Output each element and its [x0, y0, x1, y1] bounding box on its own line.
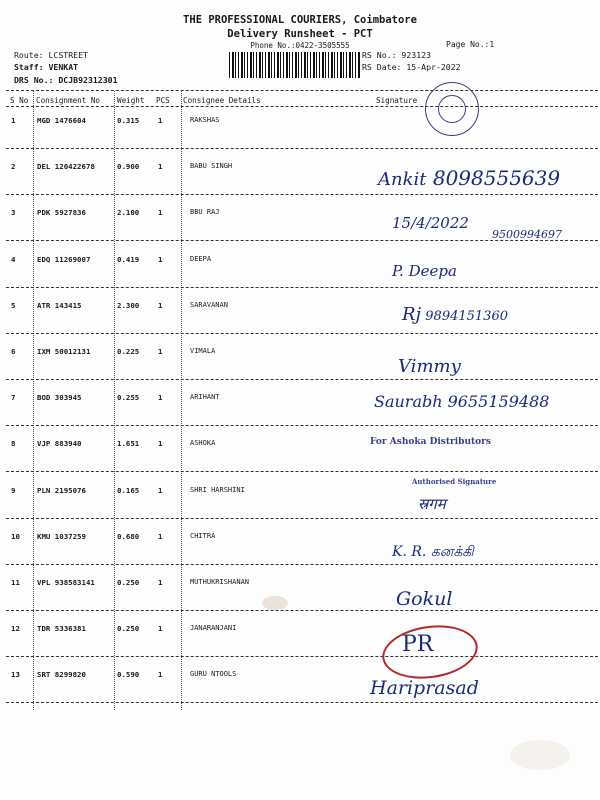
rs-date: RS Date: 15-Apr-2022: [362, 62, 461, 72]
row-pcs: 1: [158, 486, 163, 495]
row-divider: [6, 425, 598, 426]
row-sno: 10: [11, 532, 20, 541]
signature-row-9: स्रगम: [418, 495, 446, 513]
row-pcs: 1: [158, 301, 163, 310]
col-weight: Weight: [117, 96, 145, 105]
row-divider: [6, 379, 598, 380]
row-divider: [6, 518, 598, 519]
signature-row-11: Gokul: [396, 588, 453, 610]
route-label: Route: LCSTREET: [14, 50, 88, 60]
row-divider: [6, 610, 598, 611]
row-sno: 5: [11, 301, 16, 310]
row-weight: 0.315: [117, 116, 140, 125]
row-sno: 6: [11, 347, 16, 356]
col-consignee: Consignee Details: [183, 96, 261, 105]
paper-stain: [510, 740, 570, 770]
signature-row-5: Rj 9894151360: [402, 304, 508, 325]
row-pcs: 1: [158, 162, 163, 171]
col-signature: Signature: [376, 96, 418, 105]
signature-row-2: Ankit 8098555639: [378, 166, 561, 190]
row-sno: 1: [11, 116, 16, 125]
row-sno: 3: [11, 208, 16, 217]
row-consignee: BBU RAJ: [190, 208, 220, 216]
row-divider: [6, 564, 598, 565]
phone-number: Phone No.:0422-3505555: [250, 41, 350, 50]
rs-number: RS No.: 923123: [362, 50, 432, 60]
row-consignee: RAKSHAS: [190, 116, 220, 124]
paper-stain: [262, 596, 288, 610]
row-consignee: CHITRA: [190, 532, 216, 540]
row-weight: 2.300: [117, 301, 140, 310]
row-consignee: ASHOKA: [190, 439, 216, 447]
row-consignment: KMU 1037259: [37, 532, 86, 541]
signature-row-12: PR: [402, 632, 434, 657]
row-sno: 8: [11, 439, 16, 448]
row-pcs: 1: [158, 624, 163, 633]
row-consignee: VIMALA: [190, 347, 216, 355]
row-pcs: 1: [158, 393, 163, 402]
page-number: Page No.:1: [446, 40, 495, 49]
column-rule: [181, 91, 182, 710]
row-weight: 0.250: [117, 578, 140, 587]
row-consignment: IXM 50012131: [37, 347, 91, 356]
row-consignment: ATR 143415: [37, 301, 82, 310]
row-consignment: MGD 1476604: [37, 116, 86, 125]
header-divider-bottom: [6, 106, 598, 107]
row-weight: 0.255: [117, 393, 140, 402]
row-weight: 0.680: [117, 532, 140, 541]
enterprise-stamp: [425, 82, 479, 136]
row-divider: [6, 287, 598, 288]
row-pcs: 1: [158, 116, 163, 125]
row-divider: [6, 702, 598, 703]
row-consignee: ARIHANT: [190, 393, 220, 401]
row-weight: 0.165: [117, 486, 140, 495]
row-consignee: JANARANJANI: [190, 624, 237, 632]
row-consignment: EDQ 11269007: [37, 255, 91, 264]
authorised-signature: Authorised Signature: [412, 477, 497, 486]
row-pcs: 1: [158, 347, 163, 356]
row-weight: 0.225: [117, 347, 140, 356]
signature-row-3: 15/4/2022 9500994697: [392, 214, 562, 241]
row-consignment: PDK 5927836: [37, 208, 86, 217]
row-sno: 7: [11, 393, 16, 402]
signature-row-6: Vimmy: [398, 356, 461, 377]
row-pcs: 1: [158, 578, 163, 587]
row-consignment: BOD 303945: [37, 393, 82, 402]
row-sno: 9: [11, 486, 16, 495]
column-rule: [114, 91, 115, 710]
company-seal-ashoka: For Ashoka Distributors: [370, 437, 491, 447]
row-divider: [6, 471, 598, 472]
row-weight: 0.250: [117, 624, 140, 633]
signature-row-13: Hariprasad: [370, 677, 479, 699]
col-pcs: PCS: [156, 96, 170, 105]
row-weight: 0.590: [117, 670, 140, 679]
row-divider: [6, 194, 598, 195]
staff-label: Staff: VENKAT: [14, 62, 79, 72]
row-sno: 2: [11, 162, 16, 171]
company-name: THE PROFESSIONAL COURIERS, Coimbatore: [183, 14, 417, 26]
document-title: Delivery Runsheet - PCT: [227, 28, 373, 40]
col-sno: S No: [10, 96, 29, 105]
row-pcs: 1: [158, 208, 163, 217]
row-divider: [6, 148, 598, 149]
row-pcs: 1: [158, 439, 163, 448]
row-consignee: GURU NTOOLS: [190, 670, 237, 678]
signature-row-10: K. R. கனக்கி: [392, 544, 474, 560]
row-sno: 13: [11, 670, 20, 679]
row-consignee: SARAVANAN: [190, 301, 228, 309]
row-consignee: DEEPA: [190, 255, 212, 263]
row-consignment: SRT 8299820: [37, 670, 86, 679]
row-weight: 0.900: [117, 162, 140, 171]
col-consignment: Consignment No: [36, 96, 101, 105]
row-consignment: TDR 5336381: [37, 624, 86, 633]
row-consignment: VPL 938583141: [37, 578, 95, 587]
row-pcs: 1: [158, 670, 163, 679]
row-weight: 0.419: [117, 255, 140, 264]
row-pcs: 1: [158, 532, 163, 541]
signature-row-7: Saurabh 9655159488: [374, 392, 550, 411]
row-weight: 1.651: [117, 439, 140, 448]
header-divider-top: [6, 90, 598, 91]
row-weight: 2.100: [117, 208, 140, 217]
row-sno: 11: [11, 578, 20, 587]
row-sno: 12: [11, 624, 20, 633]
row-consignment: DEL 120422678: [37, 162, 95, 171]
row-pcs: 1: [158, 255, 163, 264]
row-consignment: VJP 883940: [37, 439, 82, 448]
row-consignee: BABU SINGH: [190, 162, 233, 170]
row-divider: [6, 656, 598, 657]
row-sno: 4: [11, 255, 16, 264]
row-consignment: PLN 2195076: [37, 486, 86, 495]
row-divider: [6, 333, 598, 334]
drs-number: DRS No.: DCJB92312301: [14, 75, 118, 85]
row-consignee: MUTHUKRISHANAN: [190, 578, 250, 586]
barcode: [229, 52, 361, 78]
column-rule: [33, 91, 34, 710]
signature-row-4: P. Deepa: [392, 262, 457, 280]
row-consignee: SHRI HARSHINI: [190, 486, 245, 494]
